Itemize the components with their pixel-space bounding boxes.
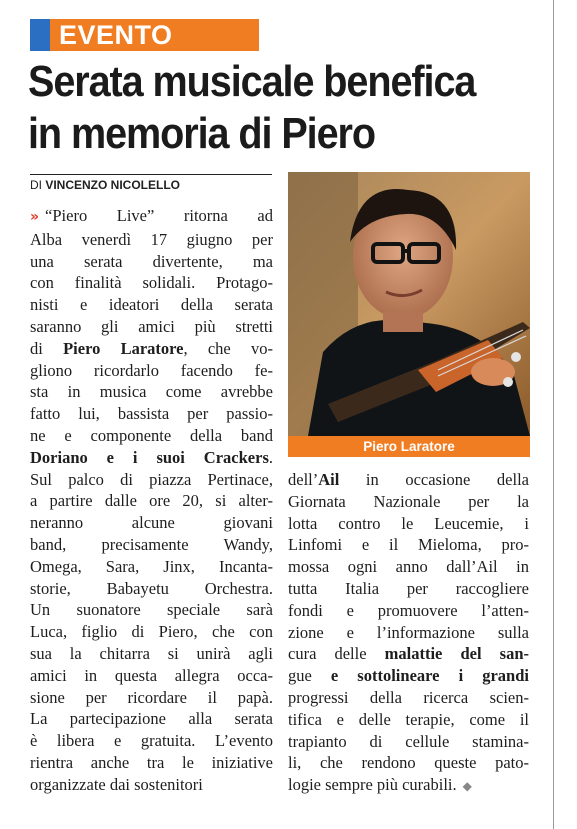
- body-line: saranno gli amici più stretti: [30, 316, 273, 336]
- body-line: organizzate dai sostenitori: [30, 774, 203, 794]
- body-line: La partecipazione alla serata: [30, 709, 273, 729]
- body-line: amici in questa allegra occa-: [30, 665, 273, 685]
- body-line: gliono ricordarlo facendo fe-: [30, 360, 273, 380]
- body-line: è libera e gratuita. L’evento: [30, 731, 273, 751]
- body-line: fondi e promuovere l’atten-: [288, 600, 529, 620]
- body-line: zione e l’informazione sulla: [288, 622, 529, 642]
- body-line: sione per ricordare il papà.: [30, 687, 273, 707]
- headline: [28, 56, 496, 160]
- body-line: logie sempre più curabili. ◆: [288, 775, 472, 795]
- byline-prefix: DI: [30, 178, 42, 192]
- section-label: EVENTO: [50, 19, 259, 51]
- body-line: una serata divertente, ma: [30, 251, 273, 271]
- body-line: Un suonatore speciale sarà: [30, 600, 273, 620]
- body-line: storie, Babayetu Orchestra.: [30, 578, 273, 598]
- body-line: di Piero Laratore, che vo-: [30, 338, 273, 358]
- body-line: sta in musica come avrebbe: [30, 382, 273, 402]
- body-line: ne e componente della band: [30, 425, 273, 445]
- body-line: trapianto di cellule stamina-: [288, 731, 529, 751]
- body-line: nisti e ideatori della serata: [30, 295, 273, 315]
- body-line: Alba venerdì 17 giugno per: [30, 229, 273, 249]
- body-line: cura delle malattie del san-: [288, 644, 529, 664]
- headline-line-1: Serata musicale benefica: [28, 57, 476, 106]
- body-line: » “Piero Live” ritorna ad: [30, 206, 273, 225]
- article-body-right-column: [288, 469, 529, 798]
- byline-author: VINCENZO NICOLELLO: [45, 178, 181, 192]
- end-of-article-diamond-icon: ◆: [462, 779, 472, 794]
- article-body-left-column: [30, 205, 273, 796]
- body-line: fatto lui, bassista per passio-: [30, 404, 273, 424]
- body-line: mossa ogni anno dall’Ail in: [288, 557, 529, 577]
- body-line: rientra anche tra le iniziative: [30, 752, 273, 772]
- body-line: Doriano e i suoi Crackers.: [30, 447, 273, 467]
- body-line: Omega, Sara, Jinx, Incanta-: [30, 556, 273, 576]
- body-line: li, che rendono queste pato-: [288, 753, 529, 773]
- body-line: sua la chitarra si unirà agli: [30, 643, 273, 663]
- body-line: a partire dalle ore 20, si alter-: [30, 491, 273, 511]
- body-line: gue e sottolineare i grandi: [288, 666, 529, 686]
- body-line: tifica e delle terapie, come il: [288, 709, 529, 729]
- section-color-block: [30, 19, 50, 51]
- article-photo: [288, 172, 530, 436]
- byline: [30, 174, 272, 192]
- body-line: band, precisamente Wandy,: [30, 534, 273, 554]
- body-line: con finalità solidali. Protago-: [30, 273, 273, 293]
- body-line: Luca, figlio di Piero, che con: [30, 622, 273, 642]
- lead-chevron-icon: »: [30, 209, 40, 225]
- photo-caption: Piero Laratore: [288, 436, 530, 457]
- body-line: Linfomi e il Mieloma, pro-: [288, 535, 529, 555]
- body-line: progressi della ricerca scien-: [288, 687, 529, 707]
- body-line: Sul palco di piazza Pertinace,: [30, 469, 273, 489]
- body-line: tutta Italia per raccogliere: [288, 578, 529, 598]
- body-line: lotta contro le Leucemie, i: [288, 513, 529, 533]
- body-line: neranno alcune giovani: [30, 513, 273, 533]
- headline-line-2: in memoria di Piero: [28, 109, 375, 158]
- column-rule: [553, 0, 554, 829]
- portrait-illustration: [288, 172, 530, 436]
- body-line: dell’Ail in occasione della: [288, 470, 529, 489]
- body-line: Giornata Nazionale per la: [288, 491, 529, 511]
